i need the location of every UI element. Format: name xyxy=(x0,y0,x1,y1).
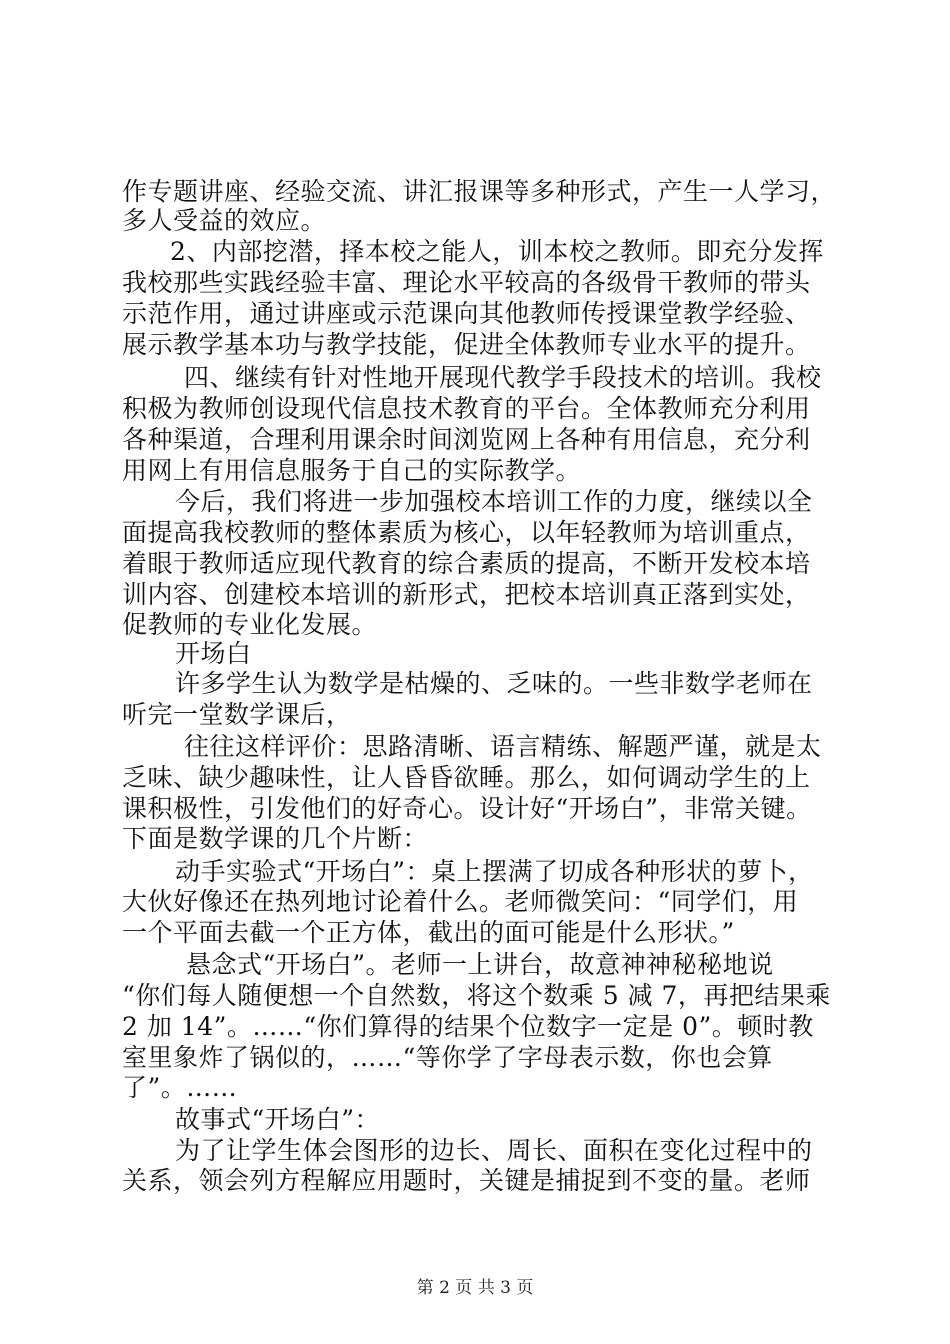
text-line: 今后，我们将进一步加强校本培训工作的力度，继续以全 xyxy=(175,487,813,516)
text-line: 室里象炸了锅似的，……“等你学了字母表示数，你也会算 xyxy=(122,1043,773,1072)
text-line: 听完一堂数学课后， xyxy=(122,700,352,729)
text-line: 悬念式“开场白”。老师一上讲台，故意神神秘秘地说 xyxy=(186,950,774,979)
text-line: 训内容、创建校本培训的新形式，把校本培训真正落到实处， xyxy=(122,580,811,609)
text-line: 示范作用，通过讲座或示范课向其他教师传授课堂教学经验、 xyxy=(122,299,811,328)
text-line: 许多学生认为数学是枯燥的、乏味的。一些非数学老师在 xyxy=(175,669,813,698)
text-line: 下面是数学课的几个片断： xyxy=(122,824,429,853)
text-line: 往往这样评价：思路清晰、语言精练、解题严谨，就是太 xyxy=(184,732,822,761)
text-line: 作专题讲座、经验交流、讲汇报课等多种形式，产生一人学习， xyxy=(122,177,837,206)
text-line: 促教师的专业化发展。 xyxy=(122,610,378,639)
text-line: 面提高我校教师的整体素质为核心，以年轻教师为培训重点， xyxy=(122,518,811,547)
text-line: 用网上有用信息服务于自己的实际教学。 xyxy=(122,456,582,485)
text-line: 关系，领会列方程解应用题时，关键是捕捉到不变的量。老师 xyxy=(122,1166,811,1195)
text-line: “你们每人随便想一个自然数，将这个数乘 5 减 7，再把结果乘 xyxy=(122,981,831,1010)
text-line: 2、内部挖潜，择本校之能人，训本校之教师。即充分发挥 xyxy=(170,237,824,266)
text-line: 故事式“开场白”： xyxy=(175,1105,381,1134)
text-line: 我校那些实践经验丰富、理论水平较高的各级骨干教师的带头 xyxy=(122,268,811,297)
text-line: 一个平面去截一个正方体，截出的面可能是什么形状。” xyxy=(122,918,735,947)
text-line: 乏味、缺少趣味性，让人昏昏欲睡。那么，如何调动学生的上 xyxy=(122,763,811,792)
text-line: 2 加 14”。……“你们算得的结果个位数字一定是 0”。顿时教 xyxy=(122,1012,814,1041)
text-line: 课积极性，引发他们的好奇心。设计好“开场白”，非常关键。 xyxy=(122,794,812,823)
text-line: 展示教学基本功与教学技能，促进全体教师专业水平的提升。 xyxy=(122,330,811,359)
text-line: 积极为教师创设现代信息技术教育的平台。全体教师充分利用 xyxy=(122,394,811,423)
page-number-footer: 第 2 页 共 3 页 xyxy=(416,1278,534,1298)
text-line: 为了让学生体会图形的边长、周长、面积在变化过程中的 xyxy=(175,1136,813,1165)
text-line: 各种渠道，合理利用课余时间浏览网上各种有用信息，充分利 xyxy=(122,425,811,454)
text-line: 动手实验式“开场白”：桌上摆满了切成各种形状的萝卜， xyxy=(175,857,814,886)
text-line: 大伙好像还在热列地讨论着什么。老师微笑问：“同学们，用 xyxy=(122,887,799,916)
text-line: 着眼于教师适应现代教育的综合素质的提高，不断开发校本培 xyxy=(122,549,811,578)
text-line: 四、继续有针对性地开展现代教学手段技术的培训。我校 xyxy=(184,363,822,392)
text-line: 了”。…… xyxy=(122,1073,238,1102)
section-heading: 开场白 xyxy=(175,639,252,668)
text-line: 多人受益的效应。 xyxy=(122,206,327,235)
